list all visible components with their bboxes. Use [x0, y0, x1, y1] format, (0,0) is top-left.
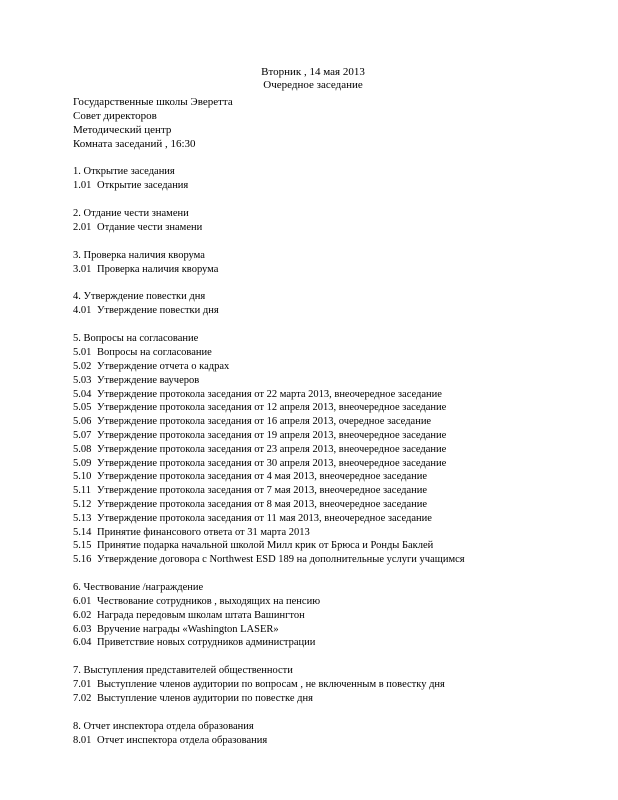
item-number: 6.03 [73, 623, 92, 635]
item-text: Выступление членов аудитории по вопросам , не включенным в повестку дня [97, 679, 445, 691]
item-number: 5.01 [73, 347, 92, 359]
agenda-item [73, 484, 613, 498]
agenda-item [73, 470, 613, 484]
item-text: Утверждение протокола заседания от 19 апреля 2013, внеочередное заседание [97, 429, 447, 441]
agenda-item [73, 221, 613, 235]
item-text: Утверждение протокола заседания от 22 марта 2013, внеочередное заседание [97, 388, 442, 400]
item-text: Утверждение протокола заседания от 4 мая 2013, внеочередное заседание [97, 471, 428, 483]
agenda-item [73, 734, 613, 748]
section-title: 2. Отдание чести знамени [73, 207, 189, 219]
item-number: 5.16 [73, 554, 92, 566]
item-number: 5.04 [73, 388, 92, 400]
item-number: 5.03 [73, 374, 92, 386]
item-number: 5.13 [73, 512, 92, 524]
item-number: 5.12 [73, 498, 92, 510]
section-title: 6. Чествование /награждение [73, 581, 204, 593]
item-number: 3.01 [73, 263, 92, 275]
item-text: Отчет инспектора отдела образования [97, 734, 268, 746]
agenda-item [73, 457, 613, 471]
agenda-item [73, 263, 613, 277]
item-text: Утверждение договора с Northwest ESD 189 на дополнительные услуги учащимся [97, 554, 465, 566]
agenda [73, 165, 613, 762]
agenda-section [73, 290, 613, 318]
item-text: Утверждение ваучеров [97, 374, 200, 386]
item-number: 5.08 [73, 443, 92, 455]
agenda-item [73, 678, 613, 692]
agenda-item [73, 636, 613, 650]
item-text: Вопросы на согласование [97, 347, 212, 359]
meeting-room: Комната заседаний , 16:30 [73, 138, 196, 150]
item-text: Принятие финансового ответа от 31 марта 2013 [97, 526, 310, 538]
organization-name: Государственные школы Эверетта [73, 96, 233, 108]
agenda-item [73, 553, 613, 567]
section-title: 7. Выступления представителей общественности [73, 665, 293, 677]
item-number: 5.15 [73, 540, 92, 552]
agenda-item [73, 304, 613, 318]
item-number: 7.02 [73, 692, 92, 704]
item-number: 6.01 [73, 595, 92, 607]
item-number: 5.10 [73, 471, 92, 483]
agenda-item [73, 401, 613, 415]
item-text: Утверждение протокола заседания от 23 апреля 2013, внеочередное заседание [97, 443, 447, 455]
item-text: Принятие подарка начальной школой Милл крик от Брюса и Ронды Баклей [97, 540, 434, 552]
agenda-item [73, 692, 613, 706]
section-title: 8. Отчет инспектора отдела образования [73, 720, 254, 732]
item-text: Утверждение протокола заседания от 12 апреля 2013, внеочередное заседание [97, 402, 447, 414]
organization-block [73, 95, 233, 151]
agenda-item [73, 388, 613, 402]
item-text: Проверка наличия кворума [97, 263, 219, 275]
item-number: 6.02 [73, 609, 92, 621]
item-number: 5.05 [73, 402, 92, 414]
item-text: Утверждение протокола заседания от 8 мая 2013, внеочередное заседание [97, 498, 428, 510]
item-number: 5.11 [73, 485, 91, 497]
center-name: Методический центр [73, 124, 172, 136]
agenda-item [73, 526, 613, 540]
agenda-item [73, 498, 613, 512]
item-number: 6.04 [73, 637, 92, 649]
item-text: Выступление членов аудитории по повестке дня [97, 692, 313, 704]
agenda-item [73, 539, 613, 553]
agenda-section [73, 165, 613, 193]
item-number: 8.01 [73, 734, 92, 746]
section-title: 1. Открытие заседания [73, 166, 175, 177]
agenda-item [73, 179, 613, 193]
section-title: 3. Проверка наличия кворума [73, 249, 205, 261]
item-number: 7.01 [73, 679, 92, 691]
agenda-section [73, 207, 613, 235]
section-title: 5. Вопросы на согласование [73, 333, 199, 345]
agenda-section [73, 720, 613, 748]
agenda-item [73, 609, 613, 623]
agenda-section [73, 249, 613, 277]
item-text: Приветствие новых сотрудников администрации [97, 637, 316, 649]
board-name: Совет директоров [73, 110, 157, 122]
agenda-item [73, 415, 613, 429]
item-number: 4.01 [73, 305, 92, 317]
item-text: Утверждение протокола заседания от 16 апреля 2013, очередное заседание [97, 416, 432, 428]
item-number: 5.14 [73, 526, 92, 538]
item-number: 1.01 [73, 180, 92, 191]
item-text: Утверждение протокола заседания от 11 мая 2013, внеочередное заседание [97, 512, 432, 524]
document-header [0, 66, 618, 92]
item-text: Утверждение повестки дня [97, 305, 219, 317]
agenda-section [73, 581, 613, 650]
agenda-item [73, 360, 613, 374]
agenda-section [73, 664, 613, 706]
item-number: 2.01 [73, 221, 92, 233]
agenda-item [73, 512, 613, 526]
agenda-item [73, 595, 613, 609]
item-number: 5.07 [73, 429, 92, 441]
agenda-item [73, 623, 613, 637]
agenda-item [73, 374, 613, 388]
item-text: Чествование сотрудников , выходящих на пенсию [97, 595, 321, 607]
item-number: 5.06 [73, 416, 92, 428]
item-text: Утверждение отчета о кадрах [97, 360, 230, 372]
section-title: 4. Утверждение повестки дня [73, 291, 206, 303]
agenda-item [73, 429, 613, 443]
item-number: 5.09 [73, 457, 92, 469]
agenda-item [73, 346, 613, 360]
item-text: Вручение награды «Washington LASER» [97, 623, 279, 635]
item-text: Утверждение протокола заседания от 30 апреля 2013, внеочередное заседание [97, 457, 447, 469]
item-text: Утверждение протокола заседания от 7 мая 2013, внеочередное заседание [97, 485, 428, 497]
item-text: Отдание чести знамени [97, 221, 203, 233]
item-number: 5.02 [73, 360, 92, 372]
item-text: Открытие заседания [97, 180, 189, 191]
agenda-section [73, 332, 613, 567]
meeting-type: Очередное заседание [263, 79, 363, 91]
meeting-date: Вторник , 14 мая 2013 [261, 66, 365, 78]
item-text: Награда передовым школам штата Вашингтон [97, 609, 305, 621]
agenda-item [73, 443, 613, 457]
